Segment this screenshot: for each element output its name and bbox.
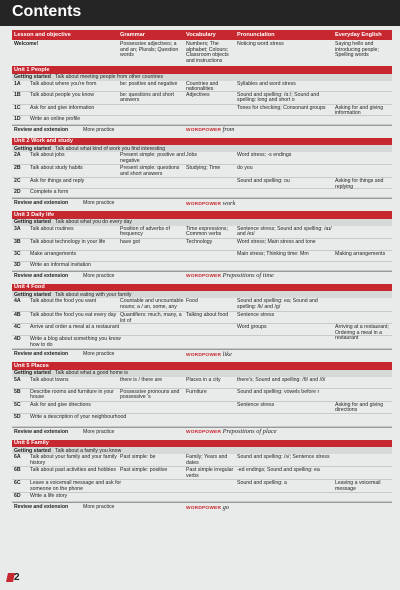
getting-started-label: Getting started [14, 145, 51, 152]
review-row [12, 271, 392, 280]
wordpower [186, 272, 274, 279]
unit-heading [12, 440, 392, 448]
lesson-vocabulary: Adjectives [186, 91, 210, 98]
lesson-pronunciation: Syllables and word stress [237, 80, 296, 87]
wordpower [186, 428, 277, 435]
lesson-code: 1D [14, 115, 21, 122]
lesson-code: 5C [14, 401, 21, 408]
getting-started-row [12, 370, 392, 377]
lesson-vocabulary: Talking about food [186, 312, 229, 318]
welcome-grammar: Possessive adjectives; a and an; Plurals; Question words [120, 41, 179, 59]
getting-started-row [12, 74, 392, 81]
lesson-pronunciation: Main stress; Thinking time: Mm [237, 250, 309, 257]
wordpower-label: WORDPOWER [186, 352, 222, 358]
lesson-grammar: there is / there are [120, 376, 163, 383]
lesson-code: 2C [14, 178, 21, 184]
lesson-code: 6B [14, 467, 21, 473]
lesson-grammar: Present simple: questions and short answers [120, 165, 180, 177]
review-row [12, 349, 392, 358]
lesson-objective: Talk about towns [30, 376, 69, 383]
lesson-objective: Describe rooms and furniture in your house [30, 388, 114, 401]
lesson-pronunciation: Sentence stress; Sound and spelling: /aɪ/ and /eɪ/ [237, 225, 332, 238]
unit-heading [12, 362, 392, 370]
lesson-pronunciation: Tones for checking; Consonant groups [237, 104, 326, 111]
lesson-objective: Talk about routines [30, 225, 74, 232]
lesson-grammar: have got [120, 238, 140, 245]
lesson-grammar: Past simple: be [120, 454, 156, 460]
lesson-row [12, 312, 392, 324]
lesson-code: 2D [14, 189, 21, 195]
lesson-code: 3D [14, 261, 21, 268]
getting-started-row [12, 447, 392, 454]
review-label: Review and extension [14, 126, 69, 133]
review-label: Review and extension [14, 504, 69, 511]
lesson-code: 5B [14, 388, 21, 395]
lesson-vocabulary: Time expressions; Common verbs [186, 225, 228, 238]
lesson-objective: Talk about jobs [30, 152, 65, 158]
getting-started-text: Talk about a family you know [55, 447, 122, 454]
lesson-code: 4D [14, 336, 21, 342]
lesson-everyday-english: Asking for and giving directions [335, 401, 384, 414]
lesson-pronunciation: Sentence stress [237, 401, 275, 408]
wordpower-label: WORDPOWER [186, 128, 222, 134]
lesson-code: 6D [14, 493, 21, 499]
lesson-row [12, 493, 392, 502]
getting-started-label: Getting started [14, 74, 51, 81]
lesson-vocabulary: Studying; Time [186, 165, 221, 171]
page-number: 2 [14, 572, 20, 583]
wordpower-word: Prepositions of time [222, 272, 274, 280]
title-bar [0, 0, 400, 26]
lesson-objective: Talk about the food you eat every day [30, 312, 117, 318]
lesson-code: 2A [14, 152, 21, 158]
lesson-objective: Talk about study habits [30, 165, 83, 171]
review-label: Review and extension [14, 351, 69, 358]
lesson-objective: Arrive and order a meal at a restaurant [30, 324, 120, 330]
wordpower-label: WORDPOWER [186, 201, 222, 207]
lesson-code: 2B [14, 165, 21, 171]
getting-started-label: Getting started [14, 370, 51, 377]
lesson-code: 5D [14, 413, 21, 420]
wordpower [186, 504, 229, 511]
table-header [12, 30, 392, 40]
getting-started-text: Talk about meeting people from other countries [55, 74, 164, 81]
lesson-everyday-english: Leaving a voicemail message [335, 480, 381, 492]
more-practice-label: More practice [83, 272, 115, 279]
lesson-vocabulary: Places in a city [186, 376, 221, 383]
lesson-objective: Talk about the food you want [30, 298, 97, 304]
lesson-vocabulary: Food [186, 298, 198, 304]
lesson-grammar: Quantifiers: much, many, a lot of [120, 312, 182, 324]
lesson-row [12, 251, 392, 262]
wordpower [186, 126, 234, 133]
lesson-code: 6C [14, 480, 21, 486]
lesson-everyday-english: Asking for and giving information [335, 104, 384, 117]
lesson-row [12, 389, 392, 402]
lesson-objective: Talk about where you're from [30, 80, 97, 87]
getting-started-row [12, 219, 392, 226]
lesson-pronunciation: -ed endings; Sound and spelling: ea [237, 467, 320, 473]
unit-title: Unit 2 Work and study [14, 138, 73, 145]
lesson-pronunciation: Word stress; -s endings [237, 152, 292, 158]
lesson-code: 6A [14, 454, 21, 460]
lesson-pronunciation: Word stress; Main stress and tone [237, 238, 316, 245]
lesson-vocabulary: Family; Years and dates [186, 454, 228, 466]
unit-heading [12, 66, 392, 74]
wordpower [186, 351, 232, 358]
getting-started-text: Talk about eating with your family [55, 291, 132, 298]
lesson-objective: Make arrangements [30, 250, 77, 257]
lesson-pronunciation: Sentence stress [237, 312, 275, 318]
lesson-row [12, 402, 392, 414]
lesson-row [12, 262, 392, 271]
lesson-code: 4B [14, 312, 21, 318]
lesson-row [12, 226, 392, 239]
lesson-row [12, 81, 392, 92]
lesson-objective: Talk about technology in your life [30, 238, 106, 245]
header-everyday-english: Everyday English [335, 31, 382, 38]
lesson-vocabulary: Furniture [186, 388, 207, 395]
lesson-code: 3B [14, 238, 21, 245]
page-title: Contents [12, 3, 82, 20]
lesson-row [12, 189, 392, 198]
unit-title: Unit 4 Food [14, 284, 45, 291]
header-grammar: Grammar [120, 31, 145, 38]
lesson-objective: Talk about people you know [30, 91, 95, 98]
lesson-row [12, 239, 392, 251]
lesson-objective: Complete a form [30, 189, 69, 195]
lesson-vocabulary: Jobs [186, 152, 197, 158]
wordpower [186, 200, 235, 207]
lesson-vocabulary: Technology [186, 238, 213, 245]
lesson-pronunciation: there's; Sound and spelling: /θ/ and /ð/ [237, 376, 326, 383]
lesson-everyday-english: Making arrangements [335, 250, 386, 257]
header-vocabulary: Vocabulary [186, 31, 216, 38]
more-practice-label: More practice [83, 428, 115, 435]
lesson-grammar: Possessive pronouns and possessive 's [120, 388, 180, 401]
lesson-row [12, 414, 392, 427]
lesson-grammar: Past simple: positive [120, 467, 168, 473]
getting-started-label: Getting started [14, 447, 51, 454]
welcome-row [12, 41, 392, 62]
lesson-code: 1B [14, 91, 21, 98]
lesson-row [12, 165, 392, 178]
wordpower-word: Prepositions of place [222, 428, 277, 436]
lesson-row [12, 92, 392, 105]
lesson-code: 4A [14, 298, 21, 304]
lesson-grammar: Countable and uncountable nouns; a / an, some, any [120, 298, 184, 310]
welcome-lesson: Welcome! [14, 41, 39, 47]
getting-started-row [12, 291, 392, 298]
welcome-vocabulary: Numbers; The alphabet; Colours; Classroom objects and instructions [186, 41, 229, 64]
header-pronunciation: Pronunciation [237, 31, 275, 38]
more-practice-label: More practice [83, 351, 115, 358]
header-lesson: Lesson and objective [14, 31, 71, 38]
review-label: Review and extension [14, 200, 69, 207]
lesson-pronunciation: Sound and spelling: a [237, 480, 287, 486]
getting-started-text: Talk about what a good home is [55, 370, 128, 377]
welcome-pronunciation: Noticing word stress [237, 41, 284, 47]
lesson-code: 3A [14, 225, 21, 232]
more-practice-label: More practice [83, 504, 115, 511]
lesson-objective: Ask for and give information [30, 104, 95, 111]
unit-heading [12, 211, 392, 219]
lesson-pronunciation: do you [237, 165, 253, 171]
lesson-objective: Write a description of your neighbourhood [30, 413, 127, 420]
lesson-objective: Write an online profile [30, 115, 81, 122]
more-practice-label: More practice [83, 126, 115, 133]
review-row [12, 502, 392, 511]
lesson-row [12, 116, 392, 125]
lesson-objective: Write an informal invitation [30, 261, 92, 268]
lesson-grammar: be: questions and short answers [120, 91, 174, 104]
lesson-pronunciation: Sound and spelling: ou [237, 178, 290, 184]
lesson-row [12, 336, 392, 349]
getting-started-text: Talk about what you do every day [55, 219, 132, 226]
lesson-vocabulary: Countries and nationalities [186, 80, 219, 93]
lesson-pronunciation: Word groups [237, 324, 267, 330]
wordpower-word: like [222, 350, 232, 358]
lesson-everyday-english: Asking for things and replying [335, 178, 384, 190]
lesson-objective: Ask for and give directions [30, 401, 91, 408]
lesson-row [12, 152, 392, 165]
more-practice-label: More practice [83, 200, 115, 207]
lesson-pronunciation: Sound and spelling: /ɑː/; Sound and spelling: long and short o [237, 91, 320, 104]
lesson-objective: Write a life story [30, 493, 68, 499]
lesson-code: 4C [14, 324, 21, 330]
lesson-code: 5A [14, 376, 21, 383]
lesson-vocabulary: Past simple irregular verbs [186, 467, 234, 479]
lesson-objective: Talk about your family and your family history [30, 454, 117, 466]
wordpower-word: go [222, 503, 229, 511]
lesson-row [12, 454, 392, 467]
lesson-code: 1C [14, 104, 21, 111]
unit-title: Unit 1 People [14, 66, 50, 73]
unit-heading [12, 284, 392, 292]
lesson-row [12, 377, 392, 389]
unit-title: Unit 3 Daily life [14, 211, 55, 218]
lesson-row [12, 298, 392, 312]
wordpower-word: from [222, 126, 235, 134]
wordpower-word: work [222, 199, 236, 207]
lesson-pronunciation: Sound and spelling: /ʌ/; Sentence stress [237, 454, 330, 460]
unit-heading [12, 138, 392, 146]
unit-title: Unit 5 Places [14, 362, 49, 369]
lesson-objective: Write a blog about something you know how to do [30, 336, 121, 348]
getting-started-row [12, 145, 392, 152]
review-row [12, 198, 392, 207]
lesson-code: 1A [14, 80, 21, 87]
wordpower-label: WORDPOWER [186, 505, 222, 511]
wordpower-label: WORDPOWER [186, 274, 222, 280]
review-label: Review and extension [14, 272, 69, 279]
contents-table [12, 41, 392, 511]
lesson-objective: Ask for things and reply [30, 178, 85, 184]
welcome-everyday-english: Saying hello and introducing people; Spelling words [335, 41, 379, 59]
review-label: Review and extension [14, 428, 69, 435]
lesson-row [12, 105, 392, 116]
lesson-code: 3C [14, 250, 21, 257]
lesson-grammar: Present simple: positive and negative [120, 152, 185, 164]
getting-started-text: Talk about what kind of work you find interesting [55, 145, 166, 152]
wordpower-label: WORDPOWER [186, 430, 222, 436]
lesson-objective: Leave a voicemail message and ask for someone on the phone [30, 480, 122, 492]
unit-title: Unit 6 Family [14, 440, 49, 447]
review-row [12, 125, 392, 134]
getting-started-label: Getting started [14, 219, 51, 226]
lesson-row [12, 480, 392, 493]
review-row [12, 427, 392, 436]
lesson-pronunciation: Sound and spelling: vowels before r [237, 388, 320, 395]
lesson-everyday-english: Arriving at a restaurant; Ordering a meal in a restaurant [335, 324, 389, 342]
lesson-grammar: Position of adverbs of frequency [120, 225, 170, 238]
lesson-pronunciation: Sound and spelling: ea; Sound and spelling: /k/ and /g/ [237, 298, 318, 310]
getting-started-label: Getting started [14, 291, 51, 298]
lesson-grammar: be: positive and negative [120, 80, 178, 87]
lesson-row [12, 178, 392, 189]
lesson-row [12, 467, 392, 480]
lesson-objective: Talk about past activities and hobbies [30, 467, 116, 473]
